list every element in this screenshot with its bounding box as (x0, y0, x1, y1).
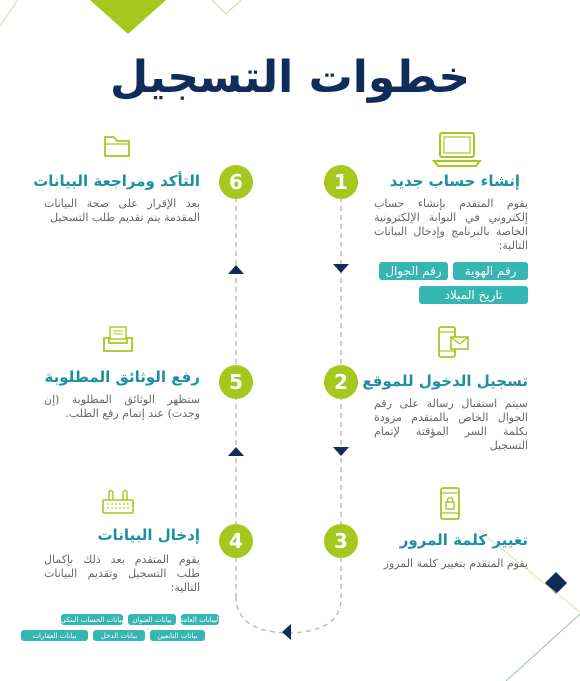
step-1-tag-id: رقم الهوية (453, 262, 528, 280)
arrow-down-2 (333, 447, 349, 456)
step-2-description: سيتم استقبال رسالة على رقم الجوال الخاص بالمتقدم مزودة بكلمة السر المؤقتة لإتمام التسجيل (374, 397, 528, 452)
bottom-right-navy-diamond (545, 572, 567, 594)
step-3-number: 3 (324, 524, 358, 558)
step-5-title: رفع الوثائق المطلوبة (44, 368, 200, 386)
step-4-tag-real-estate: بيانات العقارات (21, 630, 88, 641)
inbox-documents-icon (101, 324, 135, 354)
step-4-tag-income: بيانات الدخل (93, 630, 145, 641)
arrow-down-1 (333, 264, 349, 273)
phone-lock-icon (437, 486, 463, 522)
top-right-line (212, 0, 241, 14)
step-4-tag-general: البيانات العامة (179, 615, 221, 624)
step-4-tag-dependents: بيانات التابعين (150, 630, 205, 641)
step-5-number: 5 (219, 365, 253, 399)
step-5-description: ستظهر الوثائق المطلوبة (إن وجدت) عند إتمام رفع الطلب. (44, 393, 200, 420)
page-title: خطوات التسجيل (109, 52, 471, 103)
arrow-up-2 (228, 447, 244, 456)
arrow-up-1 (228, 265, 244, 274)
step-3-title: تغيير كلمة المرور (399, 531, 528, 549)
step-1-number: 1 (324, 165, 358, 199)
step-4-tag-bank: بيانات الحساب البنكي (60, 615, 124, 624)
step-3-description: يقوم المتقدم بتغيير كلمة المرور (383, 557, 528, 570)
step-6-number: 6 (219, 165, 253, 199)
step-6-title: التأكد ومراجعة البيانات (33, 172, 200, 190)
step-1-tag-mobile: رقم الجوال (379, 262, 448, 280)
step-6-description: بعد الإقرار على صحة البيانات المقدمة يتم تقديم طلب التسجيل (44, 197, 200, 224)
step-1-tag-birthdate: تاريخ الميلاد (419, 286, 528, 304)
step-2-number: 2 (324, 365, 358, 399)
top-green-triangle (90, 0, 166, 34)
step-1-description: يقوم المتقدم بإنشاء حساب إلكتروني في البوابة الإلكترونية الخاصة بالبرنامج وإدخال البيانات التالية: (374, 197, 528, 252)
phone-envelope-icon (436, 324, 470, 360)
arrow-left-bottom (282, 624, 291, 640)
step-1-title: إنشاء حساب جديد (389, 172, 520, 190)
top-left-line (0, 0, 18, 26)
step-4-description: يقوم المتقدم بعد ذلك بإكمال طلب التسجيل وتقديم البيانات التالية: (44, 553, 200, 594)
keyboard-hands-icon (100, 486, 136, 516)
step-4-number: 4 (219, 524, 253, 558)
step-2-title: تسجيل الدخول للموقع (362, 372, 528, 390)
bottom-right-line (506, 614, 580, 681)
folder-icon (103, 132, 131, 158)
step-4-tag-address: بيانات العنوان (128, 614, 176, 625)
step-4-title: إدخال البيانات (97, 526, 200, 544)
laptop-icon (431, 130, 483, 168)
